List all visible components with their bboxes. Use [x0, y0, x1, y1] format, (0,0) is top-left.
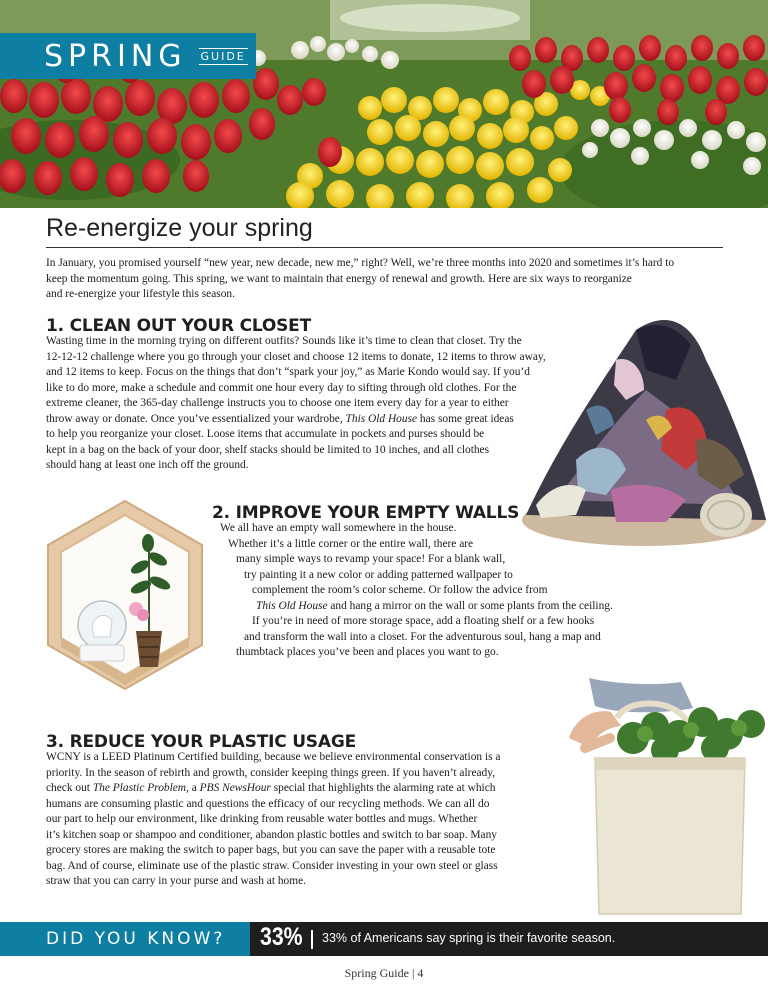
hexagon-shelf-image [44, 497, 206, 693]
clothes-pile-image [516, 300, 768, 550]
body-line: and 12 items to keep. Focus on the things that don’t “spark your joy,” as Marie Kondo would say. If you’d [46, 366, 530, 378]
stat-percentage: 33% [260, 923, 303, 951]
body-line: complement the room’s color scheme. Or follow the advice from [252, 584, 548, 596]
body-line [46, 412, 586, 428]
body-line: our part to help our environment, like drinking from reusable water bottles and mugs. Whether [46, 813, 478, 825]
intro-line: and re-energize your lifestyle this season. [46, 288, 235, 300]
body-text: and hang a mirror on the wall or some plants from the ceiling. [327, 599, 613, 612]
title-italic: This Old House [256, 599, 328, 612]
section-body-closet [46, 334, 586, 474]
body-line: humans are consuming plastic and questions the efficacy of our recycling methods. We can all do [46, 797, 490, 810]
article-title: Re-energize your spring [46, 214, 723, 248]
body-line [212, 599, 642, 615]
tulip-field-illustration [0, 0, 768, 208]
section-heading-plastic: 3. REDUCE YOUR PLASTIC USAGE [46, 732, 356, 752]
body-line: it’s kitchen soap or shampoo and conditioner, abandon plastic bottles and switch to bar soap. Many [46, 828, 497, 841]
body-line: like to do more, make a schedule and commit one hour every day to sifting through old clothes. For the [46, 381, 517, 394]
body-line: Whether it’s a little corner or the entire wall, there are [228, 537, 474, 550]
intro-paragraph [46, 256, 726, 303]
body-line: try painting it a new color or adding patterned wallpaper to [244, 568, 513, 581]
section-heading-closet: 1. CLEAN OUT YOUR CLOSET [46, 316, 311, 336]
section-body-walls [212, 521, 642, 661]
body-line: WCNY is a LEED Platinum Certified building, because we believe environmental conservation is a [46, 751, 501, 763]
body-text: throw away or donate. Once you’ve essentialized your wardrobe, [46, 412, 343, 425]
intro-line: keep the momentum going. This spring, we want to maintain that energy of renewal and growth. Here are six ways to reorganize [46, 272, 632, 285]
body-line: Wasting time in the morning trying on different outfits? Sounds like it’s time to clean that closet. Try the [46, 335, 522, 347]
intro-line: In January, you promised yourself “new year, new decade, new me,” right? Well, we’re three months into 2020 and sometimes it’s hard to [46, 257, 675, 269]
body-text: , a [186, 782, 200, 794]
stat-fact: 33% of Americans say spring is their favorite season. [322, 931, 616, 945]
body-line: extreme cleaner, the 365-day challenge instructs you to choose one item every day for a year to either [46, 397, 509, 409]
body-text: has some great ideas [417, 412, 514, 425]
section-body-plastic [46, 750, 526, 890]
body-line: 12-12-12 challenge where you go through your closet and choose 12 items to donate, 12 items to throw away, [46, 350, 546, 363]
body-line: to help you reorganize your closet. Loose items that accumulate in pockets and purses should be [46, 428, 485, 440]
body-line: straw that you can carry in your purse and wash at home. [46, 875, 307, 887]
body-line: thumbtack places you’ve been and places you want to go. [236, 646, 499, 658]
body-line: priority. In the season of rebirth and growth, consider keeping things green. If you haven’t already, [46, 766, 496, 779]
body-text: check out [46, 782, 93, 794]
did-you-know-label-box [0, 922, 250, 956]
band-divider [311, 930, 313, 949]
body-line: If you’re in need of more storage space, add a floating shelf or a few hooks [252, 615, 595, 627]
body-line: many simple ways to revamp your space! For a blank wall, [236, 553, 506, 565]
body-line: grocery stores are making the switch to paper bags, but you can save the paper with a reusable tote [46, 844, 496, 856]
tote-bag-image [555, 678, 768, 918]
body-line: We all have an empty wall somewhere in the house. [220, 522, 457, 534]
page-folio: Spring Guide | 4 [344, 966, 424, 980]
spring-guide-banner [0, 33, 256, 79]
banner-tag: GUIDE [200, 49, 246, 63]
body-text: special that highlights the alarming rate at which [270, 782, 496, 794]
title-italic: PBS NewsHour [199, 782, 271, 794]
title-italic: The Plastic Problem [92, 782, 187, 794]
section-heading-walls: 2. IMPROVE YOUR EMPTY WALLS [212, 503, 520, 523]
body-line: bag. And of course, eliminate use of the plastic straw. Consider investing in your own steel or glass [46, 859, 498, 872]
title-italic: This Old House [345, 412, 418, 425]
hero-tulip-photo [0, 0, 768, 208]
body-line: kept in a bag on the back of your door, shelf stacks should be limited to 10 inches, and all clothes [46, 443, 490, 456]
body-line [46, 781, 526, 797]
did-you-know-band [0, 922, 768, 956]
body-line: should hang at least one inch off the ground. [46, 459, 249, 471]
banner-title: SPRING [44, 38, 187, 74]
did-you-know-label: DID YOU KNOW? [46, 929, 226, 949]
body-line: and transform the wall into a closet. For the adventurous soul, hang a map and [244, 630, 601, 643]
